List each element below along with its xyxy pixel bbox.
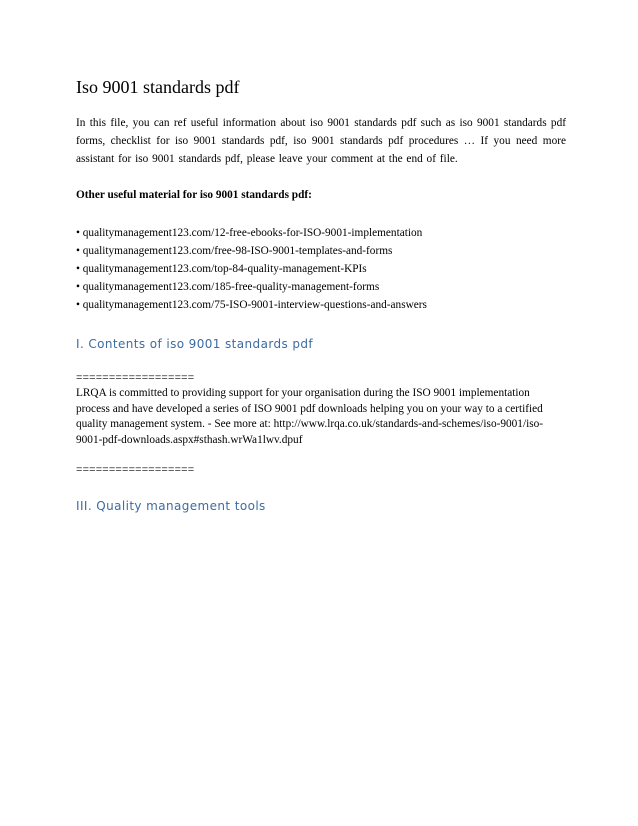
- divider-line-top: ==================: [76, 372, 195, 384]
- list-item[interactable]: • qualitymanagement123.com/12-free-ebooks-for-ISO-9001-implementation: [76, 227, 423, 239]
- useful-links-list: [76, 224, 566, 314]
- divider-line-bottom: ==================: [76, 464, 195, 476]
- document-content: [76, 76, 566, 514]
- section-heading-contents: I. Contents of iso 9001 standards pdf: [76, 337, 313, 351]
- useful-material-heading: Other useful material for iso 9001 standards pdf:: [76, 189, 312, 201]
- section-heading-quality-tools: III. Quality management tools: [76, 499, 266, 513]
- document-title: Iso 9001 standards pdf: [76, 77, 240, 97]
- list-item[interactable]: • qualitymanagement123.com/top-84-quality-management-KPIs: [76, 263, 367, 275]
- intro-paragraph: In this file, you can ref useful information about iso 9001 standards pdf such as iso 9001 standards pdf forms, checklist for iso 9001 standards pdf, iso 9001 standards pdf procedures … If you need more assistant for iso 9001 standards pdf, please leave your comment at the end of file.: [76, 117, 566, 165]
- list-item[interactable]: • qualitymanagement123.com/free-98-ISO-9001-templates-and-forms: [76, 245, 393, 257]
- list-item[interactable]: • qualitymanagement123.com/75-ISO-9001-interview-questions-and-answers: [76, 299, 427, 311]
- list-item[interactable]: • qualitymanagement123.com/185-free-quality-management-forms: [76, 281, 380, 293]
- contents-paragraph: LRQA is committed to providing support for your organisation during the ISO 9001 implementation process and have developed a series of ISO 9001 pdf downloads helping you on your way to a certified quality management system. - See more at: http://www.lrqa.co.uk/standards-and-schemes/iso-9001/iso-9001-pdf-downloads.aspx#sthash.wrWa1lwv.dpuf: [76, 387, 544, 446]
